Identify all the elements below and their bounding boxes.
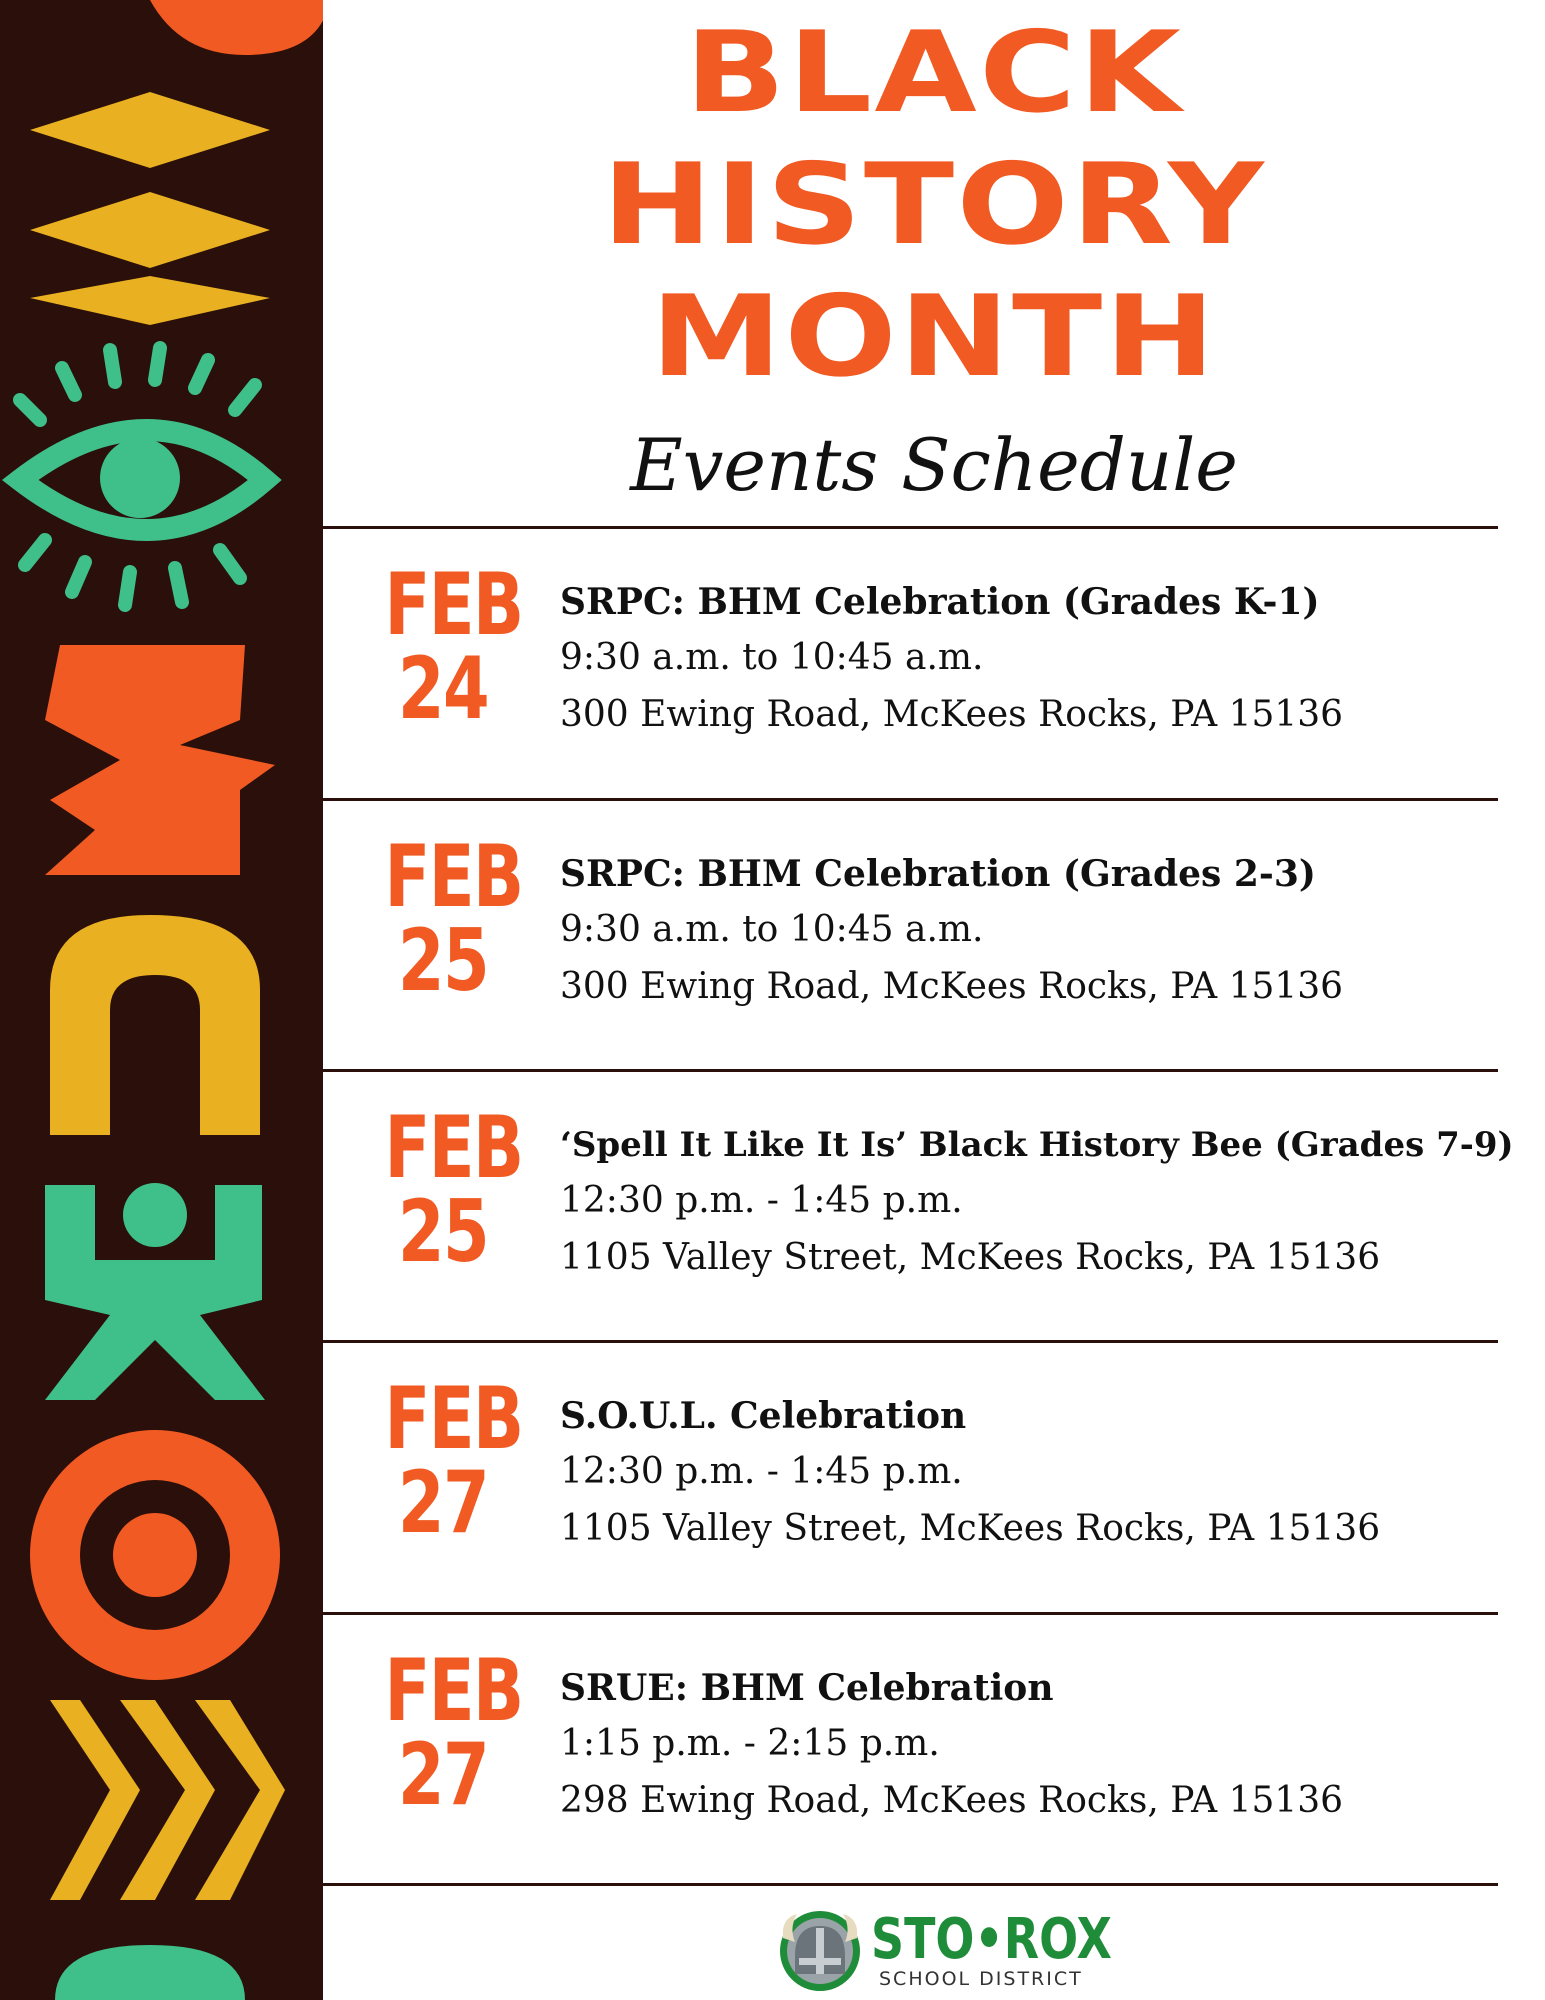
event-row xyxy=(323,1615,1498,1883)
title-line-month: MONTH xyxy=(650,272,1218,402)
event-title: SRUE: BHM Celebration xyxy=(560,1667,1054,1709)
event-title: ‘Spell It Like It Is’ Black History Bee (Grades 7-9) xyxy=(560,1125,1514,1165)
event-title: SRPC: BHM Celebration (Grades K-1) xyxy=(560,581,1320,623)
orange-target-shape xyxy=(30,1430,280,1680)
event-title: S.O.U.L. Celebration xyxy=(560,1395,967,1437)
event-location: 300 Ewing Road, McKees Rocks, PA 15136 xyxy=(560,694,1344,735)
event-row xyxy=(323,1343,1498,1611)
event-time: 12:30 p.m. - 1:45 p.m. xyxy=(560,1451,963,1492)
event-time: 9:30 a.m. to 10:45 a.m. xyxy=(560,909,984,950)
district-logo xyxy=(775,1907,1112,1994)
event-date-day: 27 xyxy=(397,1453,489,1553)
logo-name: STO•ROX xyxy=(871,1907,1112,1972)
event-date-day: 24 xyxy=(397,639,489,739)
green-figure-shape xyxy=(45,1183,265,1400)
event-row xyxy=(323,801,1498,1069)
event-time: 12:30 p.m. - 1:45 p.m. xyxy=(560,1180,963,1221)
event-title: SRPC: BHM Celebration (Grades 2-3) xyxy=(560,853,1316,895)
event-date-month: FEB xyxy=(384,1369,523,1469)
logo-subtitle: SCHOOL DISTRICT xyxy=(879,1968,1083,1990)
title-line-history: HISTORY xyxy=(601,140,1267,270)
green-semicircle-shape xyxy=(55,1945,245,2000)
event-date-month: FEB xyxy=(384,1098,523,1198)
yellow-arch-shape xyxy=(50,915,260,1135)
event-location: 1105 Valley Street, McKees Rocks, PA 15136 xyxy=(560,1508,1381,1549)
event-location: 298 Ewing Road, McKees Rocks, PA 15136 xyxy=(560,1780,1344,1821)
yellow-chevrons-shape xyxy=(50,1700,285,1900)
event-date-month: FEB xyxy=(384,1641,523,1741)
divider-rule xyxy=(323,1883,1498,1886)
event-time: 9:30 a.m. to 10:45 a.m. xyxy=(560,637,984,678)
event-location: 1105 Valley Street, McKees Rocks, PA 15136 xyxy=(560,1237,1381,1278)
event-location: 300 Ewing Road, McKees Rocks, PA 15136 xyxy=(560,966,1344,1007)
event-row xyxy=(323,1072,1514,1340)
schedule-subtitle: Events Schedule xyxy=(630,423,1238,507)
viking-helmet-icon xyxy=(775,1908,865,1994)
orange-zigzag-shape xyxy=(45,645,275,875)
event-date-day: 25 xyxy=(397,911,489,1011)
event-date-day: 27 xyxy=(397,1725,489,1825)
title-line-black: BLACK xyxy=(684,8,1184,138)
event-row xyxy=(323,529,1498,797)
event-date-month: FEB xyxy=(384,827,523,927)
event-date-day: 25 xyxy=(397,1182,489,1282)
event-date-month: FEB xyxy=(384,555,523,655)
event-time: 1:15 p.m. - 2:15 p.m. xyxy=(560,1723,940,1764)
